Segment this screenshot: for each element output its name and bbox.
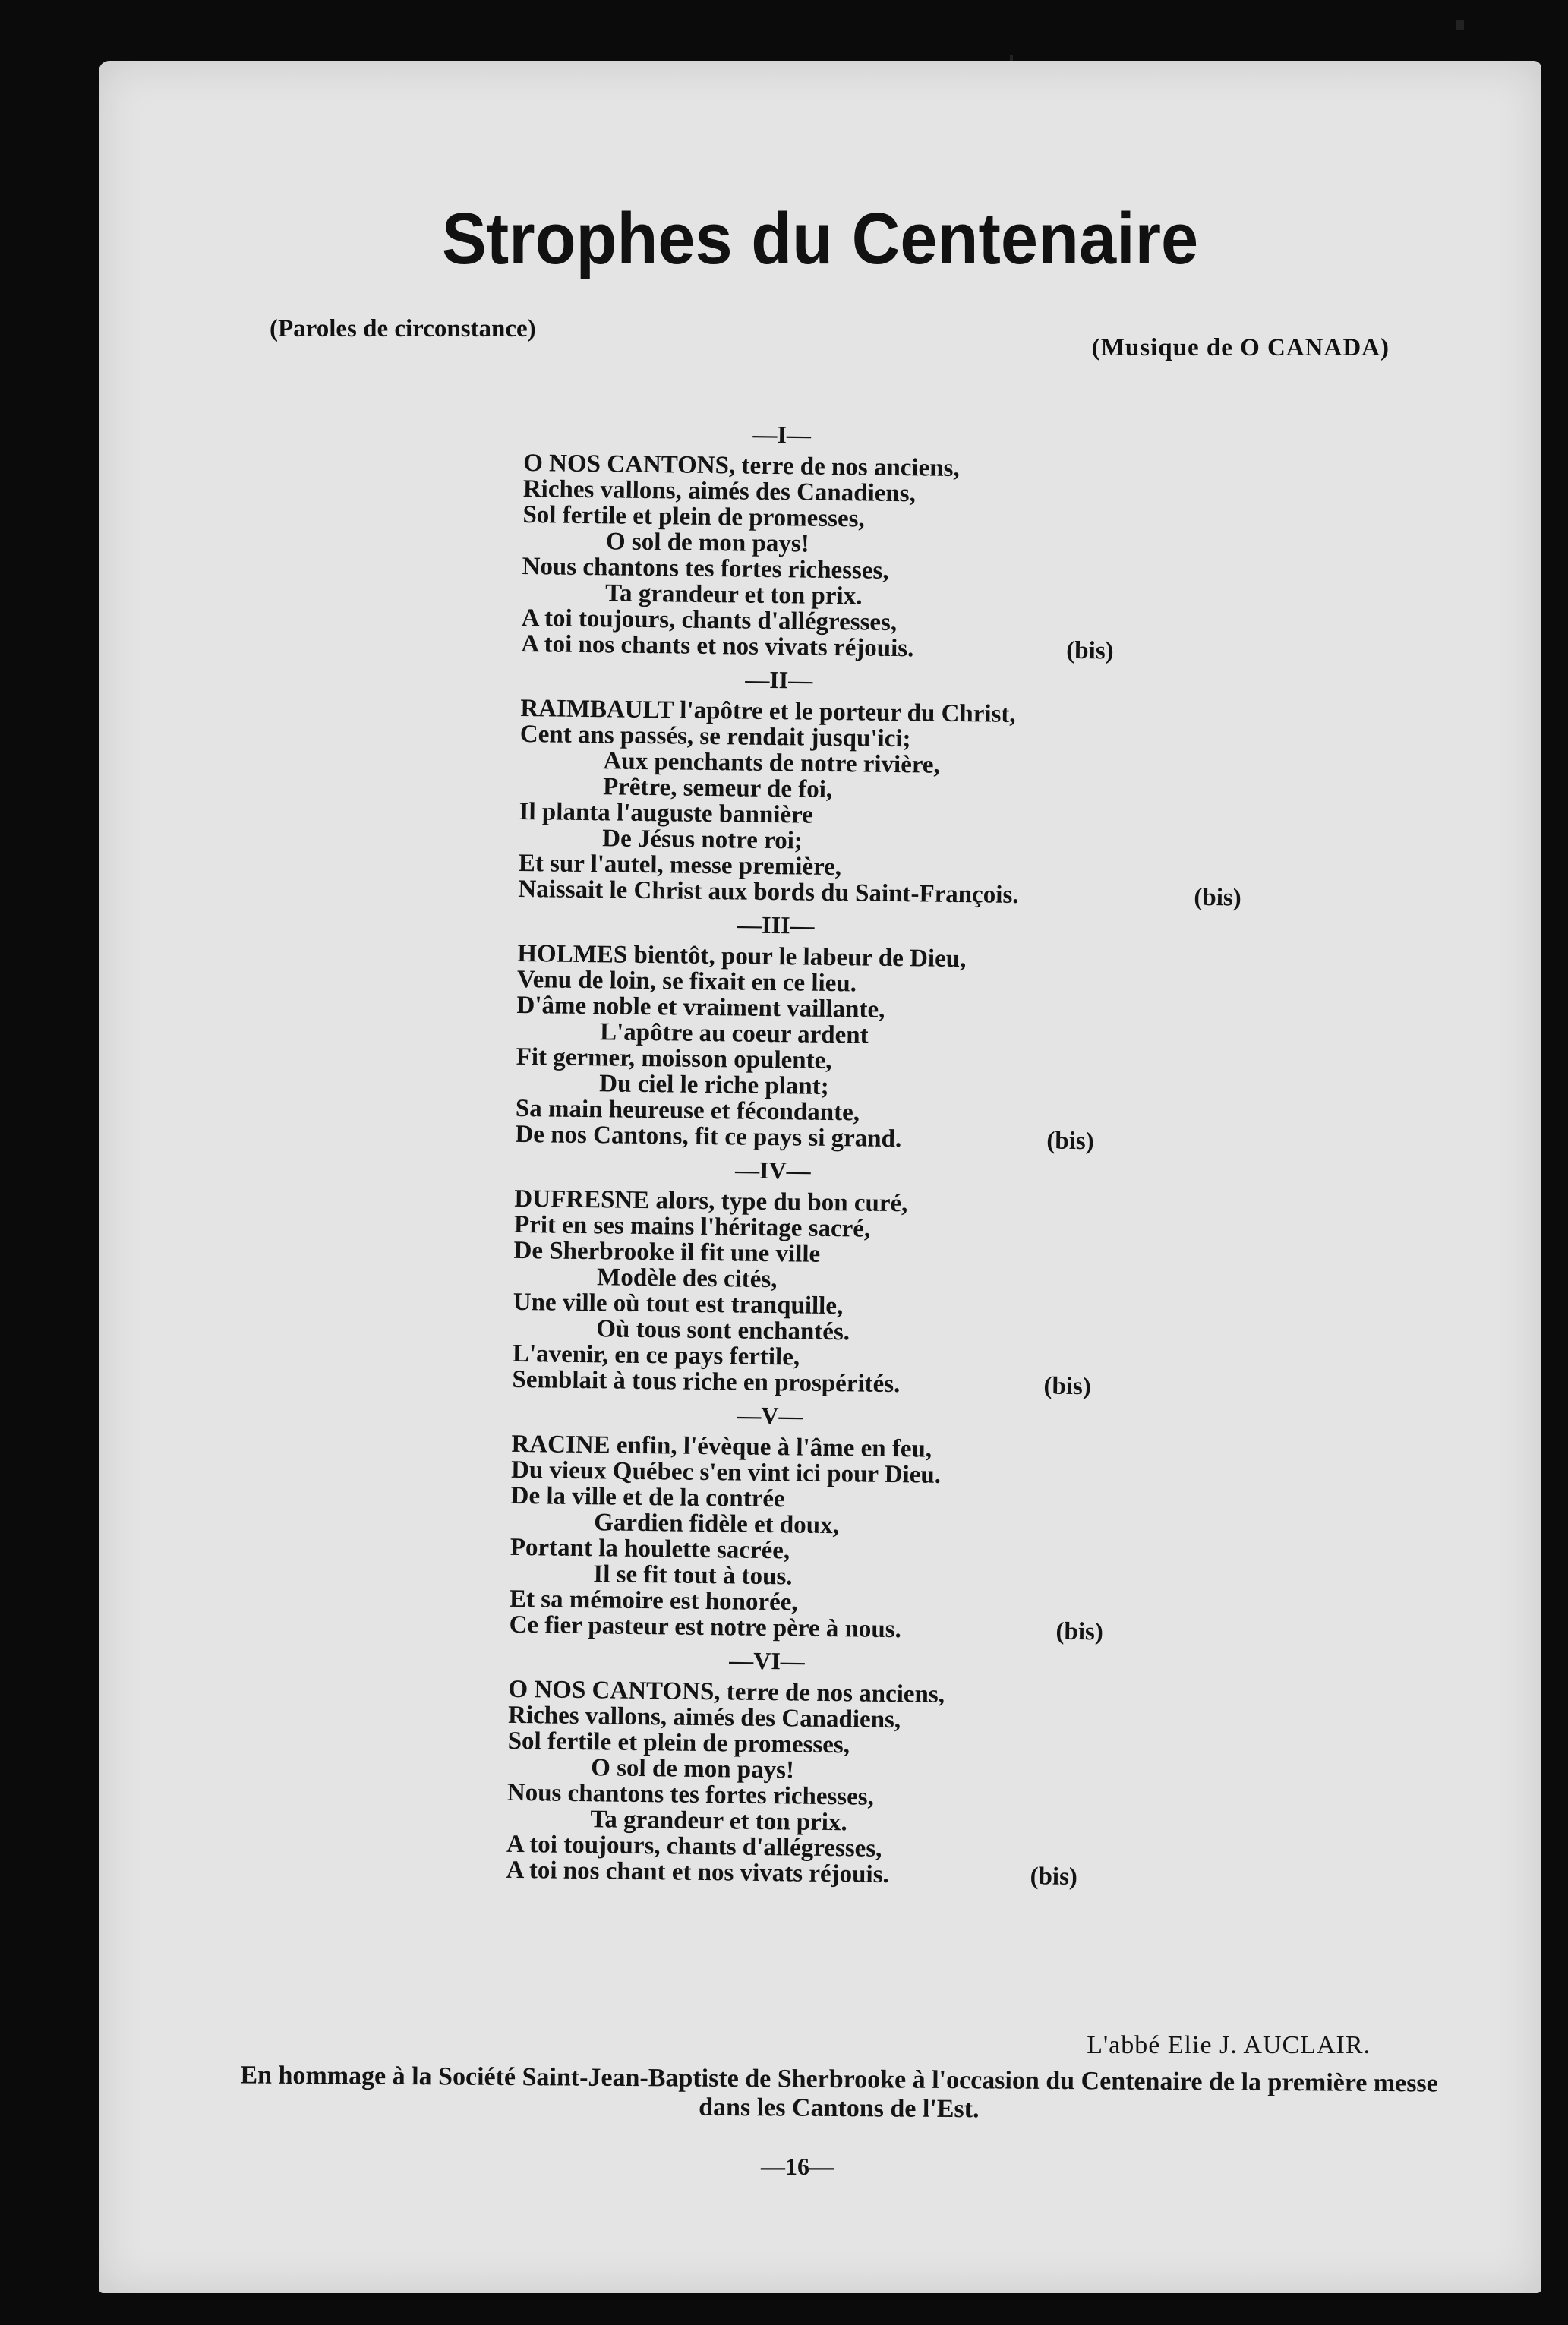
verse-line: A toi toujours, chants d'allégresses, [521, 604, 898, 637]
stanza-numeral: —I— [752, 420, 812, 449]
verse-line: Il planta l'auguste bannière [519, 797, 814, 829]
verse-line: Et sur l'autel, messe première, [518, 849, 842, 882]
stanza-numeral: —VI— [729, 1646, 806, 1675]
verse-line: Riches vallons, aimés des Canadiens, [522, 475, 917, 508]
verse-line: L'avenir, en ce pays fertile, [512, 1339, 800, 1371]
stanza-numeral: —III— [737, 910, 815, 939]
verse-line: De Jésus notre roi; [602, 825, 803, 855]
verse-line: DUFRESNE alors, type du bon curé, [514, 1185, 908, 1218]
verse-line: Prit en ses mains l'héritage sacré, [513, 1210, 871, 1243]
verse-line: O sol de mon pays! [591, 1754, 795, 1784]
stanza [509, 1399, 1286, 1647]
verse-line: De la ville et de la contrée [510, 1481, 785, 1513]
verses [506, 418, 1298, 1898]
page-number: —16— [761, 2153, 834, 2180]
verse-line: Il se fit tout à tous. [593, 1560, 793, 1591]
stanza [515, 908, 1292, 1156]
dedication: En hommage à la Société Saint-Jean-Baptiste de Sherbrooke à l'occasion du Centenaire de la première messe dans les Cantons de l'Est. [240, 2061, 1438, 2124]
stanza [518, 663, 1295, 911]
bis-mark: (bis) [1194, 883, 1241, 912]
verse-line: Venu de loin, se fixait en ce lieu. [516, 965, 857, 998]
verse-line: Sol fertile et plein de promesses, [522, 500, 865, 533]
stanza-numeral: —V— [737, 1401, 803, 1430]
bis-mark: (bis) [1066, 636, 1114, 665]
stanza-numeral: —II— [745, 665, 813, 694]
verse-line-text: De nos Cantons, fit ce pays si grand. [515, 1120, 902, 1153]
document-page [99, 61, 1541, 2293]
verse-line: Prêtre, semeur de foi, [602, 773, 833, 803]
verse-line: Riches vallons, aimés des Canadiens, [507, 1701, 901, 1734]
verse-line: Sol fertile et plein de promesses, [507, 1727, 850, 1759]
stanza [512, 1153, 1289, 1402]
lyrics-note: (Paroles de circonstance) [270, 315, 536, 342]
verse-line: D'âme noble et vraiment vaillante, [516, 991, 885, 1024]
verse-line-text: Naissait le Christ aux bords du Saint-François. [518, 875, 1019, 910]
page-title: Strophes du Centenaire [441, 198, 1199, 279]
verse-line: Gardien fidèle et doux, [594, 1509, 840, 1540]
verse-line-text: Semblait à tous riche en prospérités. [512, 1365, 901, 1399]
verse-line: Sa main heureuse et fécondante, [515, 1094, 860, 1127]
verse-line: RACINE enfin, l'évèque à l'âme en feu, [511, 1430, 932, 1463]
verse-line: O NOS CANTONS, terre de nos anciens, [523, 449, 960, 483]
verse-line: Une ville où tout est tranquille, [513, 1288, 844, 1320]
verse-line: Ta grandeur et ton prix. [590, 1806, 847, 1837]
bis-mark: (bis) [1030, 1863, 1078, 1891]
music-note: (Musique de O CANADA) [1091, 334, 1390, 361]
bis-mark: (bis) [1055, 1617, 1104, 1646]
verse-line: A toi toujours, chants d'allégresses, [506, 1830, 882, 1863]
stanza [506, 1644, 1283, 1892]
verse-line: Et sa mémoire est honorée, [509, 1585, 798, 1617]
verse-line: Fit germer, moisson opulente, [516, 1043, 832, 1075]
verse-line-text: A toi nos chant et nos vivats réjouis. [506, 1856, 889, 1889]
verse-line-text: Ce fier pasteur est notre père à nous. [509, 1610, 902, 1644]
verse-line: Ta grandeur et ton prix. [604, 579, 863, 610]
author-signature: L'abbé Elie J. AUCLAIR. [1087, 2031, 1371, 2059]
bis-mark: (bis) [1043, 1372, 1092, 1401]
verse-line: O sol de mon pays! [605, 528, 809, 558]
verse-line: Cent ans passés, se rendait jusqu'ici; [519, 720, 911, 753]
verse-line: Nous chantons tes fortes richesses, [522, 552, 889, 585]
verse-line: HOLMES bientôt, pour le labeur de Dieu, [517, 939, 967, 973]
verse-line: Modèle des cités, [596, 1263, 778, 1294]
stanza-numeral: —IV— [734, 1156, 811, 1185]
verse-line: Nous chantons tes fortes richesses, [506, 1778, 875, 1811]
verse-line: De Sherbrooke il fit une ville [513, 1236, 821, 1268]
verse-line: O NOS CANTONS, terre de nos anciens, [508, 1675, 945, 1708]
bis-mark: (bis) [1046, 1127, 1094, 1156]
verse-line: RAIMBAULT l'apôtre et le porteur du Christ, [520, 694, 1016, 728]
verse-line: Aux penchants de notre rivière, [603, 747, 941, 779]
verse-line: Où tous sont enchantés. [596, 1315, 850, 1346]
verse-line: Portant la houlette sacrée, [510, 1533, 790, 1565]
stanza [521, 418, 1298, 666]
verse-line: Du vieux Québec s'en vint ici pour Dieu. [510, 1456, 942, 1489]
verse-line: L'apôtre au coeur ardent [599, 1018, 869, 1049]
scan-speck [1456, 20, 1464, 30]
verse-line: Du ciel le riche plant; [599, 1070, 829, 1100]
verse-line-text: A toi nos chants et nos vivats réjouis. [521, 629, 914, 663]
